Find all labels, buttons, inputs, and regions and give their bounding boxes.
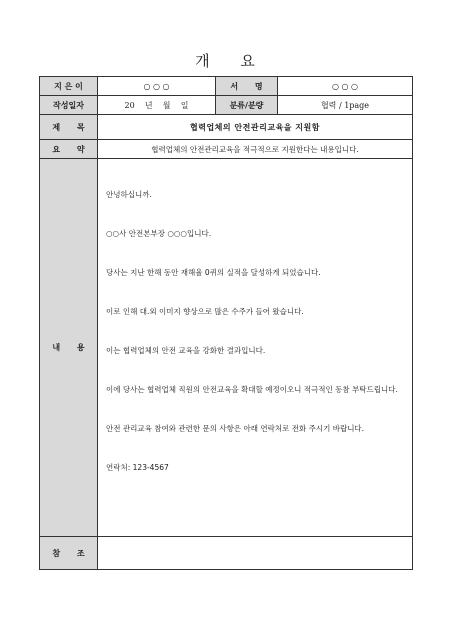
document-title	[0, 50, 450, 71]
summary-label: 요 약	[40, 140, 98, 159]
row-summary	[40, 140, 413, 159]
content-paragraph: 안전 관리교육 참여와 관련한 문의 사항은 아래 연락처로 전화 주시기 바랍니다.	[106, 424, 365, 433]
reference-value[interactable]	[98, 537, 413, 570]
row-date	[40, 96, 413, 115]
signature-label: 서 명	[216, 77, 278, 96]
category-label: 분류/분량	[216, 96, 278, 115]
date-label: 작성일자	[40, 96, 98, 115]
author-value[interactable]: ○ ○ ○	[98, 77, 216, 96]
content-body[interactable]	[98, 159, 413, 537]
reference-label: 참 조	[40, 537, 98, 570]
subject-label: 제 목	[40, 115, 98, 140]
content-paragraph: 이로 인해 대.외 이미지 향상으로 많은 수주가 들어 왔습니다.	[106, 307, 304, 316]
row-subject	[40, 115, 413, 140]
date-value[interactable]: 20 년 월 일	[98, 96, 216, 115]
summary-value[interactable]: 협력업체의 안전관리교육을 적극적으로 지원한다는 내용입니다.	[98, 140, 413, 159]
author-label: 지 은 이	[40, 77, 98, 96]
subject-value[interactable]: 협력업체의 안전관리교육을 지원함	[98, 115, 413, 140]
row-reference	[40, 537, 413, 570]
title-char-1: 개	[195, 52, 210, 70]
content-paragraph: 이에 당사는 협력업체 직원의 안전교육을 확대할 예정이오니 적극적인 동참 부탁드립니다.	[106, 385, 398, 394]
content-paragraph: ○○사 안전본부장 ○○○입니다.	[106, 229, 212, 238]
category-value[interactable]: 협력 / 1page	[278, 96, 413, 115]
title-char-2: 요	[240, 52, 255, 70]
row-content	[40, 159, 413, 537]
content-paragraph: 당사는 지난 한해 동안 재해율 0퀴의 실적을 달성하게 되었습니다.	[106, 268, 321, 277]
overview-form-table	[39, 76, 413, 570]
content-paragraph: 안녕하십니까.	[106, 190, 152, 199]
row-author	[40, 77, 413, 96]
signature-value[interactable]: ○ ○ ○	[278, 77, 413, 96]
content-paragraph: 연락처: 123-4567	[106, 463, 169, 472]
content-paragraph: 이는 협력업체의 안전 교육을 강화한 결과입니다.	[106, 346, 266, 355]
content-label: 내 용	[40, 159, 98, 537]
